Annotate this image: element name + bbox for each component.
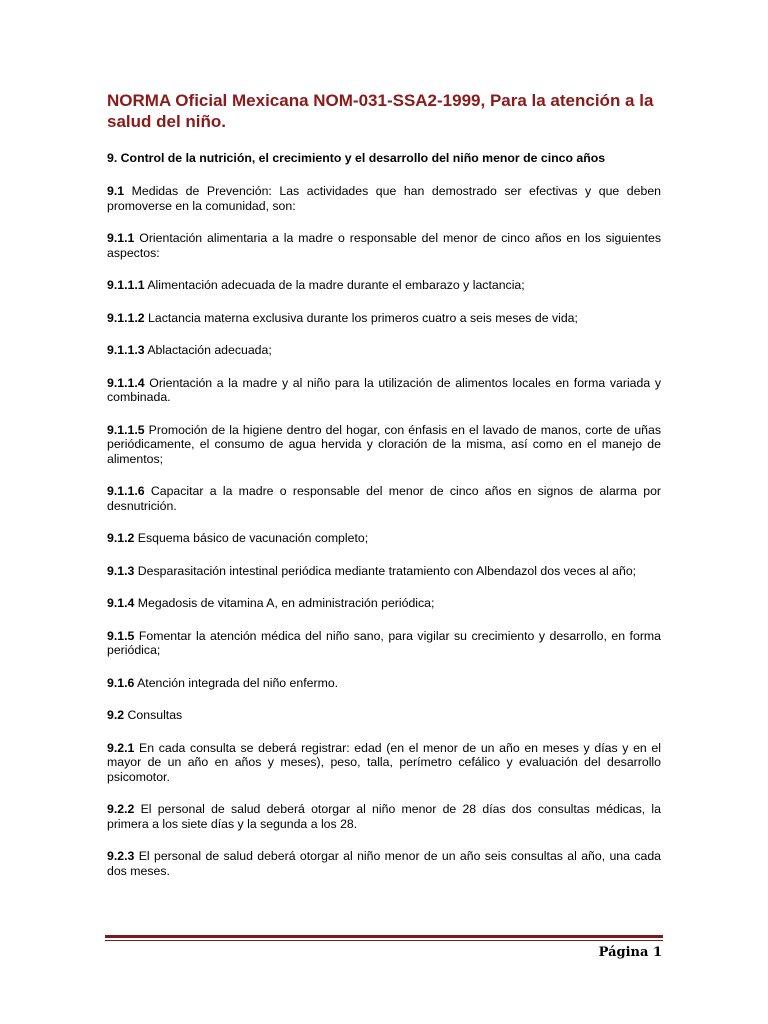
paragraph-9-2-2 [107, 802, 661, 831]
paragraph-9-1-3 [107, 564, 661, 579]
paragraph-9-1-1 [107, 231, 661, 260]
section-heading: 9. Control de la nutrición, el crecimiento y el desarrollo del niño menor de cinco años [107, 151, 606, 165]
paragraph-9-1 [107, 184, 661, 213]
paragraph-9-1-1-2 [107, 311, 661, 326]
paragraph-text: Promoción de la higiene dentro del hogar, con énfasis en el lavado de manos, corte de uñas periódicamente, el consumo de agua hervida y cloración de la misma, así como en el manejo de alimentos; [107, 422, 661, 466]
paragraph-text: Desparasitación intestinal periódica mediante tratamiento con Albendazol dos veces al año; [134, 563, 637, 578]
paragraph-text: Alimentación adecuada de la madre durante el embarazo y lactancia; [144, 278, 525, 292]
paragraph-text: Consultas [124, 708, 183, 722]
paragraph-number: 9.1.1.3 [107, 343, 145, 357]
paragraph-9-2-1 [107, 741, 661, 785]
paragraph-text: El personal de salud deberá otorgar al niño menor de un año seis consultas al año, una cada dos meses. [107, 849, 661, 878]
paragraph-text: Esquema básico de vacunación completo; [134, 531, 369, 545]
paragraph-number: 9.1.1.5 [107, 422, 145, 437]
paragraph-number: 9.2.3 [107, 849, 135, 863]
document-title: NORMA Oficial Mexicana NOM-031-SSA2-1999, Para la atención a la salud del niño. [107, 91, 654, 131]
paragraph-9-1-1-5 [107, 423, 661, 467]
paragraph-number: 9.1.1.1 [107, 278, 145, 292]
paragraph-text: Ablactación adecuada; [144, 343, 272, 357]
paragraph-9-1-4 [107, 596, 661, 611]
paragraph-number: 9.1.6 [107, 675, 135, 690]
paragraph-text: Fomentar la atención médica del niño sano, para vigilar su crecimiento y desarrollo, en forma periódica; [107, 628, 661, 657]
paragraph-number: 9.2 [107, 708, 125, 722]
paragraph-9-1-6 [107, 676, 661, 691]
paragraph-text: Medidas de Prevención: Las actividades que han demostrado ser efectivas y que deben promoverse en la comunidad, son: [107, 184, 661, 213]
paragraph-9-1-1-6 [107, 484, 661, 513]
paragraph-number: 9.1.2 [107, 531, 135, 545]
paragraph-text: Capacitar a la madre o responsable del menor de cinco años en signos de alarma por desnutrición. [107, 484, 661, 513]
paragraph-number: 9.1 [107, 184, 125, 198]
paragraph-number: 9.2.2 [107, 802, 135, 816]
paragraph-number: 9.1.1 [107, 231, 135, 245]
paragraph-9-1-1-3 [107, 343, 661, 358]
paragraph-number: 9.1.4 [107, 596, 135, 610]
paragraph-text: Lactancia materna exclusiva durante los primeros cuatro a seis meses de vida; [144, 310, 578, 325]
paragraph-9-1-1-1 [107, 278, 661, 293]
document-content [107, 90, 661, 896]
paragraph-9-1-5 [107, 629, 661, 658]
paragraph-number: 9.1.3 [107, 563, 135, 578]
footer-rule-thin [105, 940, 663, 941]
paragraph-text: Megadosis de vitamina A, en administración periódica; [134, 596, 435, 610]
paragraph-number: 9.2.1 [107, 740, 135, 755]
paragraph-number: 9.1.1.4 [107, 375, 145, 390]
paragraph-text: Orientación alimentaria a la madre o responsable del menor de cinco años en los siguientes aspectos: [107, 231, 661, 260]
paragraph-9-2-3 [107, 849, 661, 878]
paragraph-text: En cada consulta se deberá registrar: edad (en el menor de un año en meses y días y en el mayor de un año en años y meses), peso, talla, perímetro cefálico y evaluación del desarrollo psicomotor. [107, 740, 661, 784]
paragraph-9-1-1-4 [107, 376, 661, 405]
paragraph-text: El personal de salud deberá otorgar al niño menor de 28 días dos consultas médicas, la primera a los siete días y la segunda a los 28. [107, 802, 661, 831]
paragraph-9-1-2 [107, 531, 661, 546]
footer-page-number: Página 1 [598, 945, 662, 960]
paragraph-text: Atención integrada del niño enfermo. [134, 675, 339, 690]
paragraph-9-2 [107, 708, 661, 723]
paragraph-number: 9.1.1.2 [107, 310, 145, 325]
footer-rule [105, 935, 663, 941]
paragraph-number: 9.1.5 [107, 628, 135, 643]
paragraph-number: 9.1.1.6 [107, 484, 145, 498]
paragraph-text: Orientación a la madre y al niño para la utilización de alimentos locales en forma variada y combinada. [107, 375, 661, 404]
